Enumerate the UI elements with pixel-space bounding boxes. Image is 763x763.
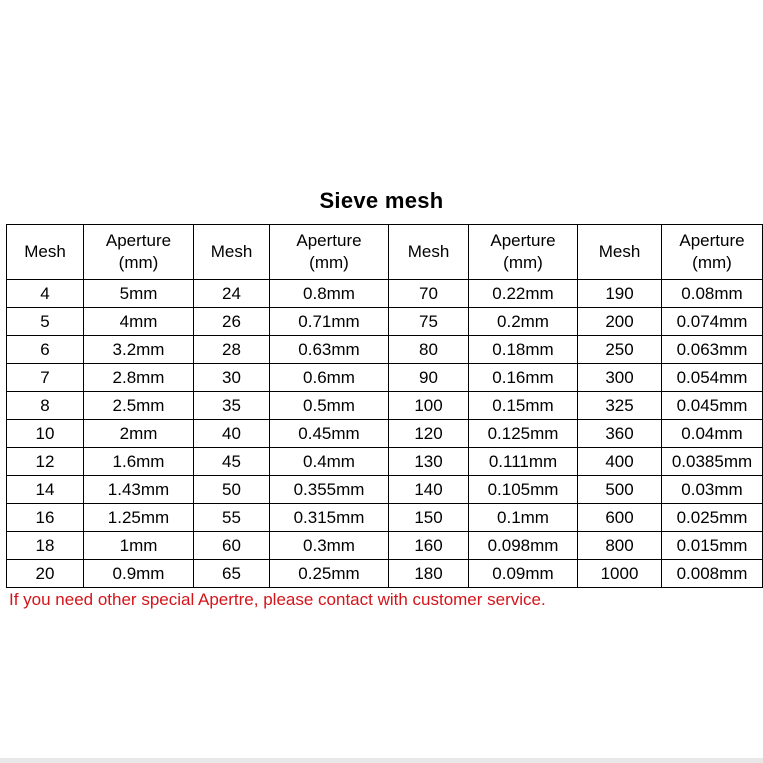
mesh-cell: 140 xyxy=(389,476,469,504)
header-aperture-line2: (mm) xyxy=(503,253,543,272)
table-wrap xyxy=(6,224,762,588)
aperture-cell: 0.22mm xyxy=(469,280,578,308)
mesh-cell: 800 xyxy=(578,532,662,560)
aperture-cell: 0.025mm xyxy=(662,504,763,532)
aperture-cell: 0.054mm xyxy=(662,364,763,392)
table-header-row xyxy=(7,225,763,280)
mesh-cell: 130 xyxy=(389,448,469,476)
aperture-cell: 5mm xyxy=(84,280,194,308)
mesh-cell: 40 xyxy=(194,420,270,448)
aperture-cell: 0.18mm xyxy=(469,336,578,364)
aperture-cell: 0.15mm xyxy=(469,392,578,420)
aperture-cell: 0.3mm xyxy=(270,532,389,560)
aperture-cell: 0.09mm xyxy=(469,560,578,588)
mesh-cell: 400 xyxy=(578,448,662,476)
aperture-cell: 3.2mm xyxy=(84,336,194,364)
mesh-cell: 180 xyxy=(389,560,469,588)
aperture-cell: 4mm xyxy=(84,308,194,336)
mesh-cell: 600 xyxy=(578,504,662,532)
mesh-cell: 45 xyxy=(194,448,270,476)
table-row xyxy=(7,364,763,392)
aperture-cell: 0.8mm xyxy=(270,280,389,308)
aperture-cell: 1.43mm xyxy=(84,476,194,504)
bottom-strip xyxy=(0,758,763,763)
contact-note: If you need other special Apertre, please contact with customer service. xyxy=(9,590,546,609)
aperture-cell: 0.2mm xyxy=(469,308,578,336)
mesh-cell: 70 xyxy=(389,280,469,308)
mesh-cell: 35 xyxy=(194,392,270,420)
table-row xyxy=(7,504,763,532)
aperture-cell: 0.1mm xyxy=(469,504,578,532)
aperture-cell: 0.6mm xyxy=(270,364,389,392)
aperture-cell: 0.008mm xyxy=(662,560,763,588)
aperture-cell: 1mm xyxy=(84,532,194,560)
header-mesh: Mesh xyxy=(389,225,469,280)
table-row xyxy=(7,336,763,364)
table-row xyxy=(7,448,763,476)
aperture-cell: 0.5mm xyxy=(270,392,389,420)
mesh-cell: 16 xyxy=(7,504,84,532)
mesh-cell: 14 xyxy=(7,476,84,504)
header-mesh: Mesh xyxy=(7,225,84,280)
aperture-cell: 0.71mm xyxy=(270,308,389,336)
aperture-cell: 1.25mm xyxy=(84,504,194,532)
aperture-cell: 0.45mm xyxy=(270,420,389,448)
header-aperture xyxy=(662,225,763,280)
mesh-cell: 75 xyxy=(389,308,469,336)
aperture-cell: 0.098mm xyxy=(469,532,578,560)
sieve-mesh-table xyxy=(6,224,763,588)
page-title: Sieve mesh xyxy=(319,188,444,213)
mesh-cell: 30 xyxy=(194,364,270,392)
mesh-cell: 1000 xyxy=(578,560,662,588)
mesh-cell: 50 xyxy=(194,476,270,504)
aperture-cell: 1.6mm xyxy=(84,448,194,476)
mesh-cell: 55 xyxy=(194,504,270,532)
mesh-cell: 150 xyxy=(389,504,469,532)
aperture-cell: 0.0385mm xyxy=(662,448,763,476)
mesh-cell: 80 xyxy=(389,336,469,364)
mesh-cell: 6 xyxy=(7,336,84,364)
mesh-cell: 18 xyxy=(7,532,84,560)
aperture-cell: 0.9mm xyxy=(84,560,194,588)
mesh-cell: 120 xyxy=(389,420,469,448)
mesh-cell: 190 xyxy=(578,280,662,308)
table-row xyxy=(7,308,763,336)
mesh-cell: 500 xyxy=(578,476,662,504)
table-row xyxy=(7,280,763,308)
aperture-cell: 0.03mm xyxy=(662,476,763,504)
mesh-cell: 5 xyxy=(7,308,84,336)
aperture-cell: 0.105mm xyxy=(469,476,578,504)
table-row xyxy=(7,392,763,420)
header-mesh: Mesh xyxy=(578,225,662,280)
header-mesh: Mesh xyxy=(194,225,270,280)
mesh-cell: 12 xyxy=(7,448,84,476)
aperture-cell: 0.015mm xyxy=(662,532,763,560)
mesh-cell: 100 xyxy=(389,392,469,420)
mesh-cell: 4 xyxy=(7,280,84,308)
aperture-cell: 0.063mm xyxy=(662,336,763,364)
aperture-cell: 0.4mm xyxy=(270,448,389,476)
header-aperture-line2: (mm) xyxy=(118,253,159,272)
mesh-cell: 7 xyxy=(7,364,84,392)
mesh-cell: 325 xyxy=(578,392,662,420)
aperture-cell: 0.125mm xyxy=(469,420,578,448)
header-aperture-line2: (mm) xyxy=(692,253,732,272)
aperture-cell: 0.25mm xyxy=(270,560,389,588)
aperture-cell: 0.08mm xyxy=(662,280,763,308)
header-aperture-line1: Aperture xyxy=(105,231,172,250)
mesh-cell: 26 xyxy=(194,308,270,336)
aperture-cell: 2mm xyxy=(84,420,194,448)
header-aperture-line2: (mm) xyxy=(309,253,349,272)
aperture-cell: 0.045mm xyxy=(662,392,763,420)
aperture-cell: 0.111mm xyxy=(469,448,578,476)
table-row xyxy=(7,476,763,504)
aperture-cell: 0.315mm xyxy=(270,504,389,532)
table-row xyxy=(7,560,763,588)
aperture-cell: 0.16mm xyxy=(469,364,578,392)
mesh-cell: 300 xyxy=(578,364,662,392)
header-aperture-line1: Aperture xyxy=(490,231,556,250)
mesh-cell: 28 xyxy=(194,336,270,364)
mesh-cell: 60 xyxy=(194,532,270,560)
mesh-cell: 65 xyxy=(194,560,270,588)
mesh-cell: 360 xyxy=(578,420,662,448)
aperture-cell: 0.63mm xyxy=(270,336,389,364)
mesh-cell: 90 xyxy=(389,364,469,392)
mesh-cell: 24 xyxy=(194,280,270,308)
aperture-cell: 2.5mm xyxy=(84,392,194,420)
table-body xyxy=(7,280,763,588)
mesh-cell: 200 xyxy=(578,308,662,336)
header-aperture xyxy=(270,225,389,280)
aperture-cell: 0.04mm xyxy=(662,420,763,448)
header-aperture xyxy=(84,225,194,280)
mesh-cell: 8 xyxy=(7,392,84,420)
header-aperture-line1: Aperture xyxy=(679,231,745,250)
aperture-cell: 0.074mm xyxy=(662,308,763,336)
mesh-cell: 250 xyxy=(578,336,662,364)
aperture-cell: 0.355mm xyxy=(270,476,389,504)
header-aperture-line1: Aperture xyxy=(296,231,362,250)
table-row xyxy=(7,532,763,560)
table-row xyxy=(7,420,763,448)
mesh-cell: 10 xyxy=(7,420,84,448)
mesh-cell: 20 xyxy=(7,560,84,588)
header-aperture xyxy=(469,225,578,280)
mesh-cell: 160 xyxy=(389,532,469,560)
aperture-cell: 2.8mm xyxy=(84,364,194,392)
